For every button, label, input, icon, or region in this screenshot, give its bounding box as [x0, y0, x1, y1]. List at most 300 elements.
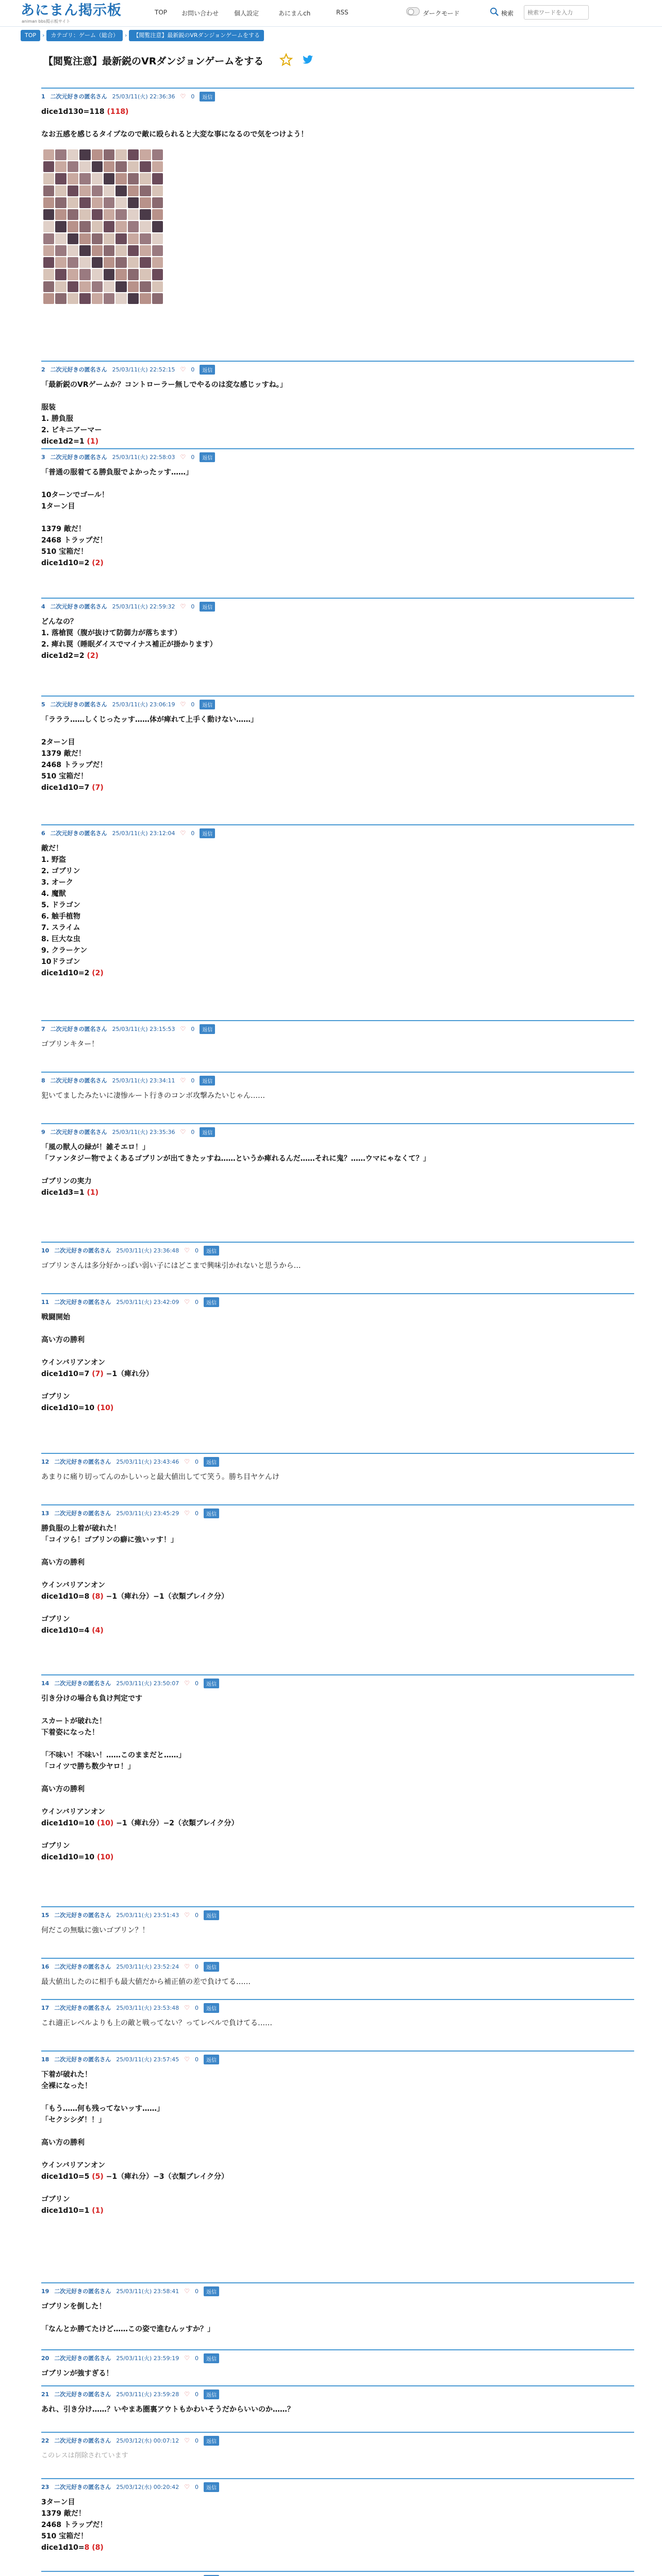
post-line: [41, 1568, 634, 1580]
dice-result: (10): [96, 1819, 114, 1827]
post-header: [41, 1293, 634, 1307]
post-number[interactable]: 19: [41, 2287, 49, 2295]
post: [41, 2478, 634, 2553]
like-count: 0: [194, 2287, 198, 2295]
post: [41, 2571, 634, 2576]
post-body: [41, 1307, 634, 1414]
reply-button[interactable]: 返信: [204, 2389, 219, 2399]
thumbnail-tile: [115, 257, 126, 268]
post-text: 高い方の勝利: [41, 1336, 85, 1344]
dice-result: (2): [92, 559, 104, 567]
poster-name: 二次元好きの匿名さん: [54, 2056, 111, 2063]
post-body: [41, 462, 634, 569]
heart-icon[interactable]: ♡: [180, 1128, 186, 1136]
like-count: 0: [194, 2391, 198, 2398]
post-header: [41, 88, 634, 101]
site-logo[interactable]: [21, 3, 122, 24]
heart-icon[interactable]: ♡: [180, 1025, 186, 1032]
post-text: 勝負服の上着が破れた！: [41, 1524, 121, 1533]
reply-button[interactable]: 返信: [204, 1910, 219, 1920]
reply-button[interactable]: 返信: [200, 1127, 215, 1137]
post-number[interactable]: 20: [41, 2354, 49, 2362]
heart-icon[interactable]: ♡: [184, 2004, 190, 2011]
post-text: 510 宝箱だ！: [41, 772, 88, 781]
post-line: [41, 129, 634, 140]
dice-result: (5): [92, 2173, 104, 2181]
thumbnail-tile: [68, 173, 78, 184]
post-line: [41, 1761, 634, 1772]
post-text: dice1d10=4: [41, 1626, 92, 1635]
breadcrumb-thread[interactable]: 【閲覧注意】最新鋭のVRダンジョンゲームをする: [129, 30, 264, 41]
post-line: [41, 1090, 634, 1101]
post-number[interactable]: 13: [41, 1510, 49, 1517]
thumbnail-tile: [128, 245, 139, 256]
reply-button[interactable]: 返信: [200, 1076, 215, 1086]
thumbnail-tile: [43, 221, 54, 232]
dice-modifier: −1（痺れ分）−3（衣類ブレイク分）: [103, 2173, 229, 2181]
post-line: [41, 1602, 634, 1614]
post-line: [41, 1402, 634, 1414]
post-line: [41, 737, 634, 748]
post: [41, 1020, 634, 1050]
thumbnail-tile: [115, 293, 126, 304]
post-header: [41, 361, 634, 374]
post-header: [41, 696, 634, 709]
post-number[interactable]: 5: [41, 701, 45, 708]
post-text: 6. 触手植物: [41, 912, 80, 921]
thumbnail-tile: [43, 293, 54, 304]
thumbnail-tile: [152, 293, 163, 304]
post-body: [41, 1033, 634, 1050]
heart-icon[interactable]: ♡: [180, 366, 186, 373]
reply-button[interactable]: 返信: [204, 1246, 219, 1256]
reply-button[interactable]: 返信: [204, 2055, 219, 2064]
post-number[interactable]: 11: [41, 1298, 49, 1306]
post-text: ゴブリン: [41, 2195, 70, 2204]
post-number[interactable]: 8: [41, 1077, 45, 1084]
heart-icon[interactable]: ♡: [180, 1077, 186, 1084]
post-number[interactable]: 14: [41, 1680, 49, 1687]
post-date: 25/03/11(火) 23:43:46: [116, 1459, 179, 1465]
heart-icon[interactable]: ♡: [180, 453, 186, 461]
post-text: 510 宝箱だ！: [41, 2532, 88, 2540]
thumbnail-tile: [152, 197, 163, 208]
heart-icon[interactable]: ♡: [180, 701, 186, 708]
thumbnail-tile: [79, 161, 90, 172]
thumbnail-tile: [104, 161, 114, 172]
thumbnail-tile: [140, 257, 151, 268]
post-header: [41, 598, 634, 611]
post-date: 25/03/12(水) 00:20:42: [116, 2484, 179, 2490]
post-number[interactable]: 9: [41, 1128, 45, 1136]
post-line: [41, 1795, 634, 1806]
dice-result: 8 (8): [84, 2544, 104, 2552]
dice-result: (2): [87, 652, 99, 660]
post-line: [41, 478, 634, 489]
post-date: 25/03/11(火) 22:36:36: [112, 93, 175, 100]
thumbnail-tile: [104, 269, 114, 280]
dice-result: (1): [87, 1189, 99, 1197]
star-icon[interactable]: [279, 53, 293, 66]
post-text: 「不味い！不味い！……このままだと……」: [41, 1751, 186, 1759]
thumbnail-tile: [152, 233, 163, 244]
post-header: [41, 2385, 634, 2399]
post-image-grid[interactable]: [43, 149, 163, 304]
like-count: 0: [194, 1911, 198, 1919]
post-date: 25/03/11(火) 23:15:53: [112, 1026, 175, 1032]
post-line: [41, 1523, 634, 1534]
post-body: [41, 1255, 634, 1272]
thumbnail-tile: [140, 161, 151, 172]
heart-icon[interactable]: ♡: [184, 1963, 190, 1970]
heart-icon[interactable]: ♡: [184, 2437, 190, 2444]
post-line: [41, 2324, 634, 2335]
dice-result: (10): [96, 1853, 114, 1861]
reply-button[interactable]: 返信: [200, 92, 215, 101]
thumbnail-tile: [68, 161, 78, 172]
like-count: 0: [191, 1128, 195, 1136]
post-date: 25/03/11(火) 23:34:11: [112, 1077, 175, 1084]
heart-icon[interactable]: ♡: [184, 2056, 190, 2063]
poster-name: 二次元好きの匿名さん: [54, 2484, 111, 2490]
post-line: [41, 2508, 634, 2519]
post-date: 25/03/11(火) 23:06:19: [112, 701, 175, 708]
dice-modifier: −1（痺れ分）: [103, 1370, 154, 1378]
like-count: 0: [194, 1458, 198, 1465]
post-text: 「コイツら！ゴブリンの癖に強いッす！」: [41, 1536, 178, 1544]
heart-icon[interactable]: ♡: [184, 1458, 190, 1465]
thumbnail-tile: [68, 269, 78, 280]
thumbnail-tile: [55, 161, 66, 172]
post-text: ウインバリアンオン: [41, 1359, 106, 1367]
post-number[interactable]: 22: [41, 2437, 49, 2444]
post-text: 3ターン目: [41, 2498, 75, 2506]
poster-name: 二次元好きの匿名さん: [54, 2437, 111, 2444]
thumbnail-tile: [55, 281, 66, 292]
post-text: スカートが破れた！: [41, 1717, 106, 1725]
post-date: 25/03/11(火) 23:52:24: [116, 1963, 179, 1970]
thumbnail-tile: [92, 173, 103, 184]
poster-name: 二次元好きの匿名さん: [50, 1026, 107, 1032]
post-body: [41, 1920, 634, 1936]
post-line: [41, 771, 634, 782]
like-count: 0: [194, 1247, 198, 1254]
post-line: [41, 1471, 634, 1483]
post-text: このレスは削除されています: [41, 2452, 128, 2460]
post-number[interactable]: 7: [41, 1025, 45, 1032]
thumbnail-tile: [128, 161, 139, 172]
reply-button[interactable]: 返信: [204, 1962, 219, 1972]
post-line: [41, 2114, 634, 2126]
thumbnail-tile: [79, 185, 90, 196]
thumbnail-tile: [92, 185, 103, 196]
heart-icon[interactable]: ♡: [180, 829, 186, 837]
post-line: [41, 2160, 634, 2171]
post-text: 「普通の服着てる勝負服でよかったッす……」: [41, 468, 193, 477]
post-number[interactable]: 21: [41, 2391, 49, 2398]
post-number[interactable]: 17: [41, 2004, 49, 2011]
post-text: 2468 トラップだ！: [41, 761, 107, 769]
like-count: 0: [191, 701, 195, 708]
post-number[interactable]: 2: [41, 366, 45, 373]
post-number[interactable]: 10: [41, 1247, 49, 1254]
post: [41, 448, 634, 569]
search-input[interactable]: [524, 5, 589, 20]
post-line: [41, 413, 634, 425]
post: [41, 1906, 634, 1936]
thumbnail-tile: [92, 233, 103, 244]
post-text: 4. 魔獣: [41, 890, 66, 898]
post-line: [41, 2069, 634, 2080]
top-bar: [0, 0, 662, 27]
post-number[interactable]: 1: [41, 93, 45, 100]
reply-button[interactable]: 返信: [200, 365, 215, 375]
post: [41, 2432, 634, 2462]
post-text: 1379 敵だ！: [41, 2510, 86, 2518]
thumbnail-tile: [55, 233, 66, 244]
post-header: [41, 2478, 634, 2492]
thumbnail-tile: [55, 245, 66, 256]
thumbnail-tile: [55, 173, 66, 184]
thumbnail-tile: [104, 185, 114, 196]
heart-icon[interactable]: ♡: [184, 2391, 190, 2398]
heart-icon[interactable]: ♡: [184, 2287, 190, 2295]
heart-icon[interactable]: ♡: [184, 2354, 190, 2362]
heart-icon[interactable]: ♡: [184, 1247, 190, 1254]
thumbnail-tile: [140, 281, 151, 292]
post-number[interactable]: 15: [41, 1911, 49, 1919]
thumbnail-tile: [140, 209, 151, 220]
post-line: [41, 1260, 634, 1272]
thumbnail-tile: [43, 257, 54, 268]
heart-icon[interactable]: ♡: [184, 1298, 190, 1306]
thumbnail-tile: [140, 221, 151, 232]
dark-mode-label: ダークモード: [423, 10, 460, 17]
post-header: [41, 1674, 634, 1688]
post-line: [41, 1357, 634, 1368]
post-line: [41, 2542, 634, 2553]
dice-result: (8): [92, 1592, 104, 1601]
reply-button[interactable]: 返信: [200, 452, 215, 462]
post-line: [41, 1818, 634, 1829]
post-line: [41, 2148, 634, 2160]
post-number[interactable]: 18: [41, 2056, 49, 2063]
nav-top[interactable]: TOP: [155, 9, 168, 16]
heart-icon[interactable]: ♡: [184, 2483, 190, 2490]
post-line: [41, 2171, 634, 2182]
post-text: dice1d2=1: [41, 437, 87, 446]
thumbnail-tile: [79, 293, 90, 304]
thumbnail-tile: [140, 269, 151, 280]
post-line: [41, 1534, 634, 1546]
thumbnail-tile: [140, 173, 151, 184]
thumbnail-tile: [104, 257, 114, 268]
thumbnail-tile: [92, 269, 103, 280]
post-line: [41, 1784, 634, 1795]
reply-button[interactable]: 返信: [200, 1024, 215, 1034]
post-header: [41, 448, 634, 462]
reply-button[interactable]: 返信: [204, 2003, 219, 2013]
post-line: [41, 1334, 634, 1346]
dice-result: (1): [87, 437, 99, 446]
post-text: dice1d10=: [41, 2544, 85, 2552]
post-line: [41, 546, 634, 557]
post-line: [41, 748, 634, 759]
reply-button[interactable]: 返信: [200, 700, 215, 709]
post-line: [41, 1153, 634, 1164]
heart-icon[interactable]: ♡: [184, 1680, 190, 1687]
post-line: [41, 2205, 634, 2216]
post-line: [41, 2312, 634, 2324]
post-text: 9. クラーケン: [41, 946, 88, 955]
post-text: 「ラララ……しくじったッす……体が痺れて上手く動けない……」: [41, 716, 258, 724]
post-line: [41, 391, 634, 402]
thumbnail-tile: [115, 161, 126, 172]
dice-result: (1): [92, 2207, 104, 2215]
thumbnail-tile: [79, 209, 90, 220]
dice-modifier: −1（痺れ分）−1（衣類ブレイク分）: [103, 1592, 229, 1601]
post-number[interactable]: 3: [41, 453, 45, 461]
post-header: [41, 1504, 634, 1518]
post: [41, 824, 634, 979]
dice-result: (10): [96, 1404, 114, 1412]
post-line: [41, 436, 634, 447]
thumbnail-tile: [55, 197, 66, 208]
post-line: [41, 725, 634, 737]
post-body: [41, 2296, 634, 2335]
post: [41, 1999, 634, 2029]
thumbnail-tile: [43, 281, 54, 292]
post-line: [41, 489, 634, 501]
poster-name: 二次元好きの匿名さん: [50, 830, 107, 837]
post-body: [41, 1971, 634, 1988]
post-number[interactable]: 23: [41, 2483, 49, 2490]
post-text: 2. 痺れ罠（睡眠ダイスでマイナス補正が掛かります）: [41, 640, 217, 649]
post-text: 1ターン目: [41, 502, 75, 511]
nav-settings[interactable]: 個人設定: [234, 10, 259, 17]
like-count: 0: [194, 1680, 198, 1687]
heart-icon[interactable]: ♡: [184, 1911, 190, 1919]
post-text: 「セクシシダ！！」: [41, 2116, 106, 2124]
nav-animanch[interactable]: あにまんch: [278, 10, 311, 17]
reply-button[interactable]: 返信: [204, 2286, 219, 2296]
post-line: [41, 523, 634, 535]
nav-rss[interactable]: RSS: [336, 9, 349, 16]
nav-contact[interactable]: お問い合わせ: [181, 10, 219, 17]
post-line: [41, 2497, 634, 2508]
like-count: 0: [191, 829, 195, 837]
post-line: [41, 759, 634, 771]
dice-result: (4): [92, 1626, 104, 1635]
twitter-icon[interactable]: [301, 54, 315, 66]
thumbnail-tile: [92, 221, 103, 232]
post-text: ゴブリンキター！: [41, 1040, 99, 1048]
post-line: [41, 628, 634, 639]
like-count: 0: [194, 2056, 198, 2063]
post: [41, 598, 634, 662]
post-date: 25/03/11(火) 23:45:29: [116, 1510, 179, 1517]
thumbnail-tile: [104, 149, 114, 160]
heart-icon[interactable]: ♡: [180, 93, 186, 100]
thumbnail-tile: [68, 245, 78, 256]
thumbnail-tile: [79, 269, 90, 280]
thumbnail-tile: [104, 221, 114, 232]
search-icon[interactable]: [490, 7, 499, 16]
post-line: [41, 1557, 634, 1568]
dark-mode-toggle[interactable]: [406, 7, 420, 15]
thumbnail-tile: [104, 293, 114, 304]
post-text: 10ドラゴン: [41, 958, 80, 966]
reply-button[interactable]: 返信: [200, 602, 215, 612]
poster-name: 二次元好きの匿名さん: [54, 1510, 111, 1517]
post-line: [41, 714, 634, 725]
poster-name: 二次元好きの匿名さん: [50, 1077, 107, 1084]
breadcrumb-category[interactable]: カテゴリ：ゲーム（総合）: [46, 30, 123, 41]
post-body: [41, 2445, 634, 2462]
reply-button[interactable]: 返信: [204, 1457, 219, 1467]
post-text: 高い方の勝利: [41, 1785, 85, 1793]
post-date: 25/03/11(火) 23:35:36: [112, 1129, 175, 1136]
post-text: 「ファンタジー物でよくあるゴブリンが出てきたッすね……というか痺れるんだ……それに鬼？……ウマにゃなくて？」: [41, 1155, 431, 1163]
reply-button[interactable]: 返信: [204, 1679, 219, 1688]
reply-button[interactable]: 返信: [204, 1509, 219, 1518]
thumbnail-tile: [140, 233, 151, 244]
thumbnail-tile: [43, 245, 54, 256]
post-line: [41, 945, 634, 956]
poster-name: 二次元好きの匿名さん: [54, 1459, 111, 1465]
post-text: dice1d10=10: [41, 1853, 97, 1861]
post-date: 25/03/11(火) 23:51:43: [116, 1912, 179, 1919]
post-header: [41, 2282, 634, 2296]
post-text: ウインバリアンオン: [41, 1808, 106, 1816]
post-number[interactable]: 16: [41, 1963, 49, 1970]
reply-button[interactable]: 返信: [204, 1297, 219, 1307]
reply-button[interactable]: 返信: [204, 2436, 219, 2446]
post-header: [41, 2349, 634, 2363]
post-number[interactable]: 4: [41, 603, 45, 610]
poster-name: 二次元好きの匿名さん: [50, 701, 107, 708]
post-line: [41, 2103, 634, 2114]
post-header: [41, 1242, 634, 1255]
reply-button[interactable]: 返信: [204, 2353, 219, 2363]
post-body: [41, 2064, 634, 2216]
post-text: ゴブリンを倒した！: [41, 2302, 106, 2311]
post-number[interactable]: 6: [41, 829, 45, 837]
heart-icon[interactable]: ♡: [180, 603, 186, 610]
post-text: 「風の獣人の緑が！雑そエロ！」: [41, 1143, 150, 1151]
breadcrumb-top[interactable]: TOP: [21, 30, 40, 41]
thumbnail-tile: [92, 161, 103, 172]
post-header: [41, 1020, 634, 1033]
thumbnail-tile: [152, 221, 163, 232]
thumbnail-tile: [68, 281, 78, 292]
post-date: 25/03/11(火) 22:52:15: [112, 366, 175, 373]
post-line: [41, 1176, 634, 1187]
post-text: 戦闘開始: [41, 1313, 70, 1321]
post-text: dice1d10=1: [41, 2207, 92, 2215]
heart-icon[interactable]: ♡: [184, 1510, 190, 1517]
post-number[interactable]: 12: [41, 1458, 49, 1465]
reply-button[interactable]: 返信: [200, 828, 215, 838]
thumbnail-tile: [43, 209, 54, 220]
thumbnail-tile: [68, 149, 78, 160]
poster-name: 二次元好きの匿名さん: [54, 1680, 111, 1687]
thumbnail-tile: [115, 197, 126, 208]
post-line: [41, 934, 634, 945]
thumbnail-tile: [140, 245, 151, 256]
reply-button[interactable]: 返信: [204, 2482, 219, 2492]
post-text: 2468 トラップだ！: [41, 2521, 107, 2529]
